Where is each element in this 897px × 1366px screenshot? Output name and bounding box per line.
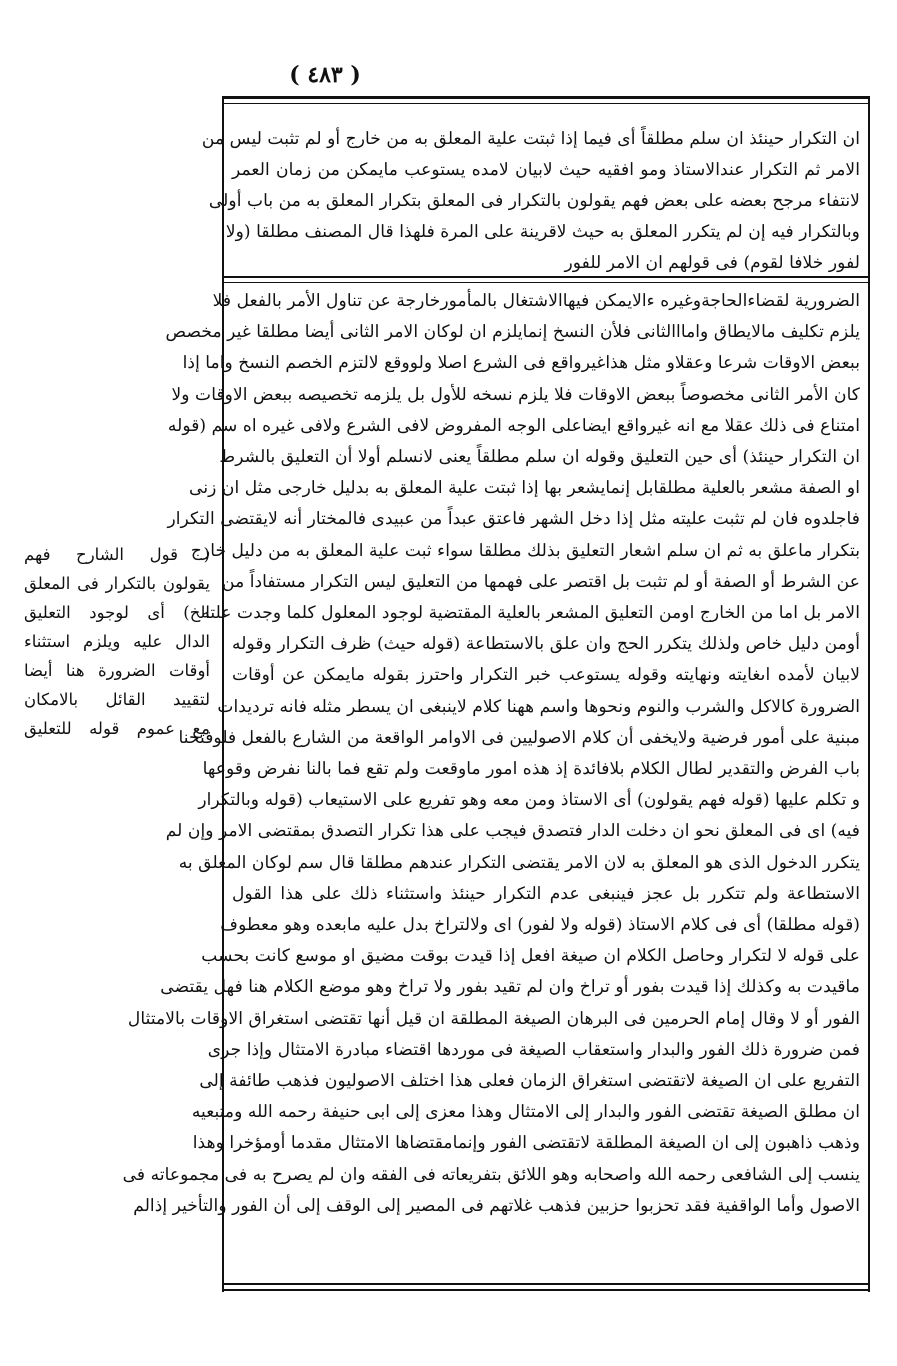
margin-note-line: الخ) أى لوجود التعليق xyxy=(24,603,210,622)
sharh-line: ماقيدت به وكذلك إذا قيدت بفور أو تراخ وان لم تقيد بفور ولا تراخ وهو موضع الكلام هنا فهل يقتضى xyxy=(160,977,860,998)
matn-text xyxy=(201,124,860,279)
matn-line: وبالتكرار فيه إن لم يتكرر المعلق به حيث لاقرينة على المرة فلهذا قال المصنف مطلقا (ولا xyxy=(225,222,860,242)
matn-line: الامر ثم التكرار عندالاستاذ ومو افقيه حيث لابيان لامده يستوعب مايمكن من زمان العمر xyxy=(232,160,860,180)
sharh-line: (قوله مطلقا) أى فى كلام الاستاذ (قوله ولا لفور) اى ولالتراخ بدل عليه مابعده وهو معطوف xyxy=(220,915,860,936)
page-number: ( ٤٨٣ ) xyxy=(289,62,361,88)
sharh-line: فمن ضرورة ذلك الفور والبدار واستعقاب الصيغة فى موردها اقتضاء مبادرة الامتثال وإذا جرى xyxy=(207,1039,860,1060)
sharh-line: و تكلم عليها (قوله فهم يقولون) أى الاستاذ ومن معه وهو تفريع على الاستيعاب (قوله وبالتكرار xyxy=(198,790,860,811)
sharh-line: فاجلدوه فان لم تثبت عليته مثل إذا دخل الشهر فاعتق عبداً من عبيدى فالمختار أنه لايقتضى التكرار xyxy=(167,509,860,530)
sharh-line: وذهب ذاهبون إلى ان الصيغة المطلقة لاتقتضى الفور وإنمامقتضاها الامتثال مقدما أومؤخرا وهذا xyxy=(192,1133,860,1154)
sharh-line: امتناع فى ذلك عقلا مع انه غيرواقع ايضاعلى الوجه المفروض لافى الشرع ولافى غيره اه سم (قوله xyxy=(167,415,860,436)
margin-note-line: لتقييد القائل بالامكان xyxy=(24,690,210,709)
sharh-line: ان التكرار حينئذ) أى حين التعليق وقوله ان سلم مطلقاً يعنى لانسلم أولا أن التعليق بالشرط xyxy=(219,447,860,468)
sharh-line: الضرورة كالاكل والشرب والنوم ونحوها واسم ههنا كلام لاينبغى ان يسطر مثله فانه ترديدات xyxy=(217,696,860,717)
bottom-rule xyxy=(222,1283,870,1285)
sharh-line: ينسب إلى الشافعى رحمه الله واصحابه وهو اللائق بتفريعاته فى الفقه وان لم يصرح به فى مجموعاته فى xyxy=(122,1164,860,1185)
matn-line: لفور خلافا لقوم) فى قولهم ان الامر للفور xyxy=(564,253,860,273)
sharh-line: الضرورية لقضاءالحاجةوغيره ءالايمكن فيهاالاشتغال بالمأمورخارجة عن تناول الأمر بالفعل فلا xyxy=(212,291,860,311)
sharh-line: الاستطاعة ولم تتكرر بل عجز فينبغى عدم التكرار حينئذ واستثناء ذلك على هذا القول xyxy=(232,883,860,904)
margin-note-line: مع عموم قوله للتعليق xyxy=(24,719,210,738)
bottom-rule-thin xyxy=(222,1289,870,1291)
margin-note-line: الدال عليه ويلزم استثناء xyxy=(24,632,210,651)
sharh-line: أومن دليل خاص ولذلك يتكرر الحج وان علق بالاستطاعة (قوله حيث) ظرف التكرار وقوله xyxy=(232,634,860,655)
sharh-text xyxy=(122,286,860,1222)
sharh-line: ببعض الاوقات شرعا وعقلاو مثل هذاغيرواقع فى الشرع اصلا ولووقع لالتزم الخصم النسخ واما إذا xyxy=(182,353,860,374)
margin-note-line: ( قول الشارح فهم xyxy=(24,545,210,564)
sharh-line: يلزم تكليف مالايطاق وامااالثانى فلأن النسخ إنمايلزم ان لوكان الامر الثانى أيضا مطلقا غير مخصص xyxy=(165,322,860,343)
sharh-line: ان مطلق الصيغة تقتضى الفور والبدار إلى الامتثال وهذا معزى إلى ابى حنيفة رحمه الله ومتبعيه xyxy=(191,1102,860,1123)
sharh-line: الامر بل اما من الخارج اومن التعليق المشعر بالعلية المقتضية لوجود المعلول كلما وجدت علته xyxy=(201,603,860,624)
sharh-line: الفور أو لا وقال إمام الحرمين فى البرهان الصيغة المطلقة ان قيل أنها تقتضى استغراق الاوقات بالامتثال xyxy=(127,1008,860,1029)
matn-line: ان التكرار حينئذ ان سلم مطلقاً أى فيما إذا ثبتت علية المعلق به من خارج أو لم تثبت ليس من xyxy=(201,129,860,149)
margin-note-line: يقولون بالتكرار فى المعلق xyxy=(24,574,210,593)
margin-note-line: أوقات الضرورة هنا أيضا xyxy=(24,661,210,680)
sharh-line: التفريع على ان الصيغة لاتقتضى استغراق الزمان فعلى هذا اختلف الاصوليون فذهب طائفة إلى xyxy=(199,1071,860,1092)
margin-note xyxy=(24,540,210,743)
sharh-line: باب الفرض والتقدير لطال الكلام بلافائدة إذ هذه امور ماوقعت ولم تقع فما بالنا نفرض وقوعها xyxy=(202,759,860,780)
sharh-line: بتكرار ماعلق به ثم ان سلم اشعار التعليق بذلك مطلقا سواء ثبت علية المعلق به من دليل خارج xyxy=(190,540,860,561)
sharh-line: يتكرر الدخول الذى هو المعلق به لان الامر يقتضى التكرار عندهم مطلقا قال سم لوكان المعلق به xyxy=(178,852,860,873)
sharh-line: الاصول وأما الواقفية فقد تحزبوا حزبين فذهب غلاتهم فى المصير إلى الوقف إلى أن الفور والتأخير إذالم xyxy=(133,1195,860,1216)
sharh-line: فيه) اى فى المعلق نحو ان دخلت الدار فتصدق فيجب على هذا تكرار التصدق بمقتضى الامر وإن لم xyxy=(165,821,860,842)
sharh-line: مبنية على أمور فرضية ولايخفى أن كلام الاصوليين فى الاوامر الواقعة من الشارع بالفعل فلوفتحنا xyxy=(178,727,860,748)
top-rule-thin xyxy=(222,103,870,104)
top-rule xyxy=(222,96,870,99)
sharh-line: كان الأمر الثانى مخصوصاً ببعض الاوقات فلا يلزم نسخه للأول بل يلزمه تخصيصه ببعض الاوقات ولا xyxy=(171,384,860,405)
matn-line: لانتفاء مرجح بعضه على بعض فهم يقولون بالتكرار فى المعلق بتكرار المعلق به من باب أولى xyxy=(208,191,860,211)
text-frame xyxy=(122,96,870,1366)
sharh-line: عن الشرط أو الصفة أو لم تثبت بل اقتصر على فهمها من التعليق ليس التكرار مستفاداً من xyxy=(222,571,860,592)
sharh-line: لابيان لأمده اىغايته ونهايته وقوله يستوعب خبر التكرار واحترز بقوله مايمكن عن أوقات xyxy=(232,665,860,686)
sharh-line: او الصفة مشعر بالعلية مطلقابل إنمايشعر بها إذا ثبتت علية المعلق به بدليل خارجى مثل ان زنى xyxy=(189,478,860,499)
separator-rule-thin xyxy=(222,282,870,283)
sharh-line: على قوله لا لتكرار وحاصل الكلام ان صيغة افعل إذا قيدت بوقت مضيق او موسع كانت بحسب xyxy=(201,946,860,967)
